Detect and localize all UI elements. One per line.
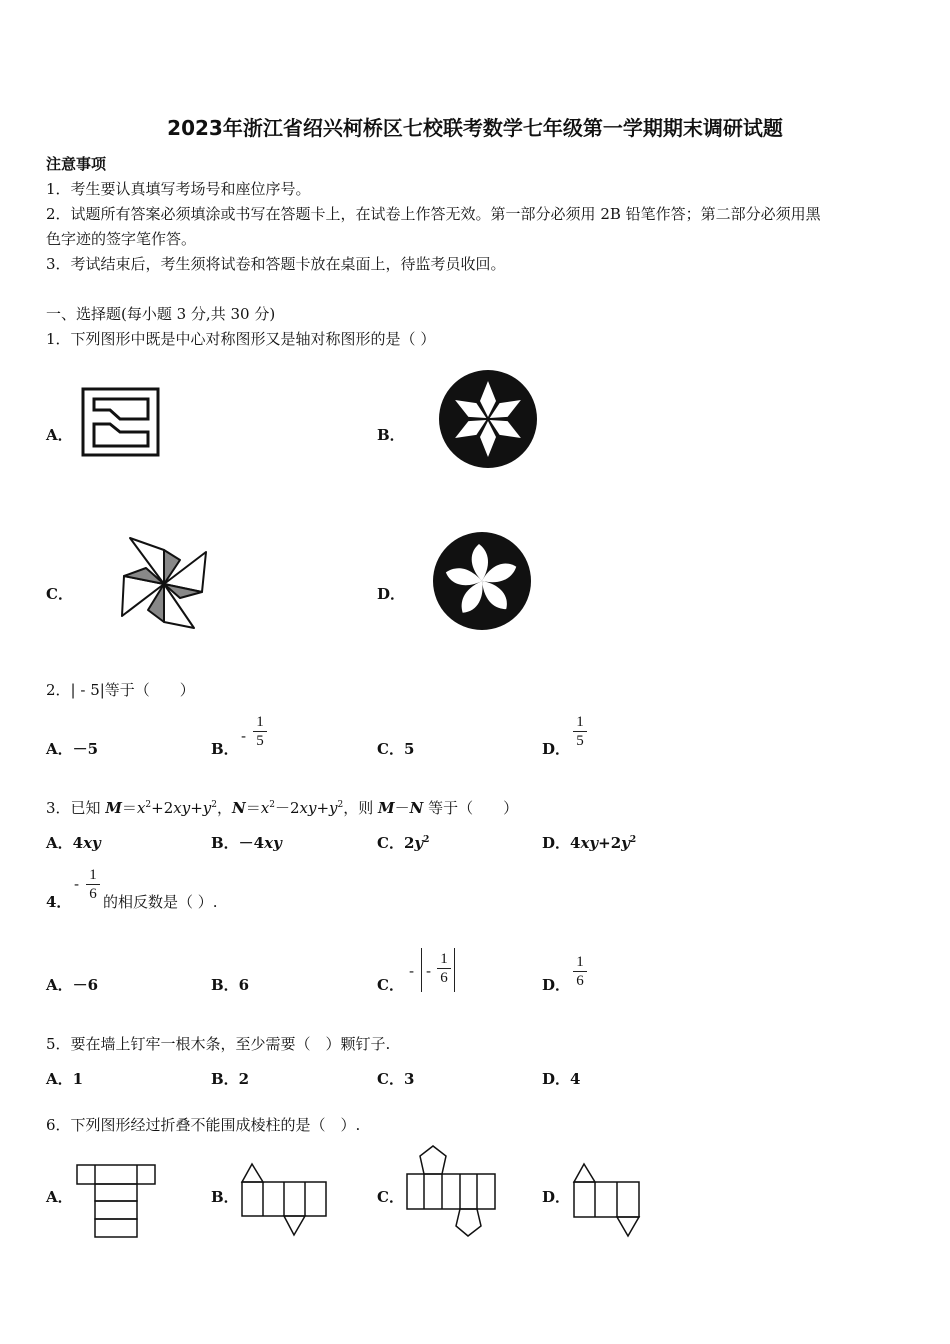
q4-stem: 的相反数是（ ）. — [103, 893, 218, 911]
q3-option-b-text: B．－4 — [211, 834, 265, 852]
notice-item-2-cont: 色字迹的签字笔作答。 — [46, 230, 197, 248]
q6-stem: 6．下列图形经过折叠不能围成棱柱的是（ ）. — [46, 1116, 361, 1134]
q4-number: 4． — [46, 893, 72, 911]
q6-figure-b — [241, 1162, 329, 1238]
q4-option-d-label: D． — [542, 976, 571, 994]
notice-item-2: 2．试题所有答案必须填涂或书写在答题卡上，在试卷上作答无效。第一部分必须用 2B 铅笔作答；第二部分必须用黑 — [46, 205, 821, 223]
q4-option-a: A．－6 — [46, 976, 99, 994]
q2-option-b-denominator: 5 — [253, 731, 267, 750]
page-title: 2023年浙江省绍兴柯桥区七校联考数学七年级第一学期期末调研试题 — [167, 116, 783, 140]
q3-option-c: C．$2y^2$ — [377, 834, 430, 852]
q1-figure-d — [431, 530, 533, 632]
q2-option-b-numerator: 1 — [256, 714, 264, 730]
q2-option-c: C．5 — [377, 740, 415, 758]
section-heading: 一、选择题(每小题 3 分,共 30 分) — [46, 305, 276, 323]
q6-option-d-label: D． — [542, 1188, 571, 1206]
q6-option-a-label: A． — [46, 1188, 73, 1206]
q6-option-b-label: B． — [211, 1188, 239, 1206]
q2-option-b-fraction — [253, 713, 267, 750]
q2-stem: 2．| - 5|等于（ ） — [46, 681, 195, 699]
q4-denominator: 6 — [86, 884, 100, 903]
q4-option-c-denominator: 6 — [437, 968, 451, 987]
q3-option-d-text: D．4 — [542, 834, 581, 852]
q5-option-c: C．3 — [377, 1070, 415, 1088]
q4-minus: - — [74, 875, 80, 893]
q1-option-b-label: B． — [377, 426, 405, 444]
q2-option-d-numerator: 1 — [576, 714, 584, 730]
q2-option-b-minus: - — [241, 727, 247, 745]
notice-heading: 注意事项 — [46, 155, 107, 173]
notice-item-1: 1．考生要认真填写考场号和座位序号。 — [46, 180, 311, 198]
q4-numerator: 1 — [89, 867, 97, 883]
q3-option-a: A．4xy — [46, 834, 101, 852]
q3-option-b: B．－4xy — [211, 834, 282, 852]
q5-stem: 5．要在墙上钉牢一根木条，至少需要（ ）颗钉子. — [46, 1035, 391, 1053]
q4-option-c-inner-minus: - — [426, 962, 432, 980]
q3-stem-prefix: 3．已知 — [46, 799, 106, 817]
q2-option-d-fraction — [573, 713, 587, 750]
q1-option-d-label: D． — [377, 585, 406, 603]
q2-option-d-label: D． — [542, 740, 571, 758]
q4-fraction — [86, 866, 100, 903]
q6-figure-c — [406, 1144, 498, 1240]
q1-figure-c — [118, 536, 210, 632]
q4-option-d-fraction — [573, 953, 587, 990]
q4-option-d-numerator: 1 — [576, 954, 584, 970]
q3-option-d: D．$4xy+2y^2$ — [542, 834, 637, 852]
q1-option-c-label: C． — [46, 585, 73, 603]
q1-figure-b — [437, 368, 539, 470]
q1-stem: 1．下列图形中既是中心对称图形又是轴对称图形的是（ ） — [46, 330, 436, 348]
q2-option-b-label: B． — [211, 740, 239, 758]
q4-option-b: B．6 — [211, 976, 250, 994]
q2-option-d-denominator: 5 — [573, 731, 587, 750]
q6-figure-d — [573, 1162, 643, 1238]
q1-figure-a — [80, 386, 162, 458]
q4-option-c-numerator: 1 — [440, 951, 448, 967]
q5-option-d: D．4 — [542, 1070, 581, 1088]
q4-option-d-denominator: 6 — [573, 971, 587, 990]
notice-item-3: 3．考试结束后，考生须将试卷和答题卡放在桌面上，待监考员收回。 — [46, 255, 506, 273]
q1-option-a-label: A． — [46, 426, 73, 444]
q3-stem: 3．已知 $M=x^2+2xy+y^2$，$N=x^2-2xy+y^2$，则 M－N 等于（ ） — [46, 799, 519, 817]
q4-option-c-fraction — [437, 950, 451, 987]
q6-figure-a — [76, 1164, 158, 1240]
q5-option-b: B．2 — [211, 1070, 250, 1088]
q2-option-a: A．－5 — [46, 740, 99, 758]
q3-option-c-text: C．2 — [377, 834, 415, 852]
q6-option-c-label: C． — [377, 1188, 404, 1206]
q4-option-c-minus: - — [409, 962, 415, 980]
q5-option-a: A．1 — [46, 1070, 84, 1088]
q4-option-c-label: C． — [377, 976, 404, 994]
q3-option-a-text: A．4 — [46, 834, 84, 852]
